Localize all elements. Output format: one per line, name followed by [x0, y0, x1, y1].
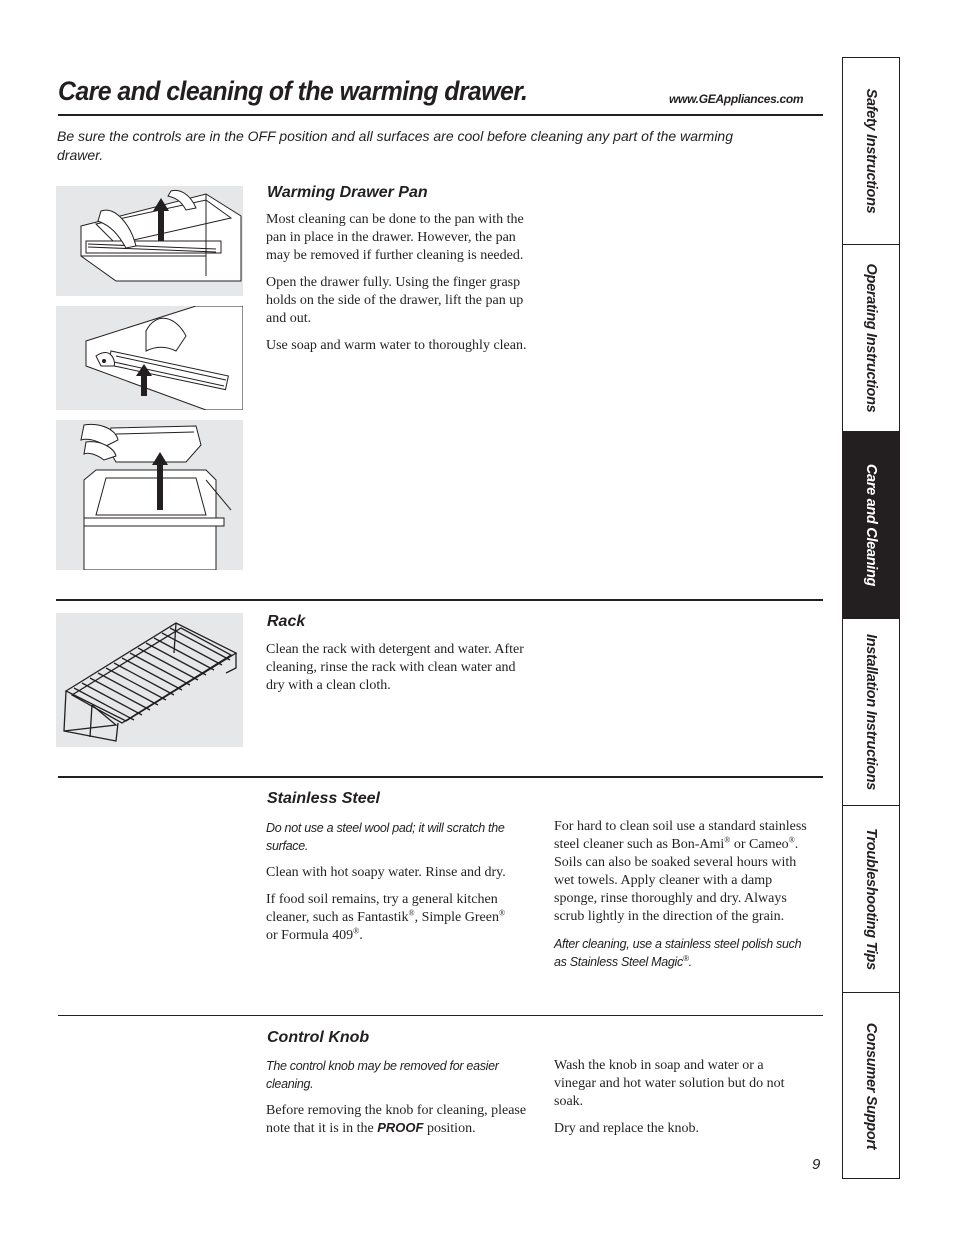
pan-text	[266, 211, 534, 364]
knob-paragraph-2: Wash the knob in soap and water or a vinegar and hot water solution but do not soak.	[554, 1058, 785, 1109]
control-knob-right-column	[554, 1057, 799, 1147]
tab-label: Safety Instructions	[863, 88, 879, 214]
steel-polish-note: After cleaning, use a stainless steel polish such as Stainless Steel Magic®.	[554, 937, 802, 969]
steel-paragraph-3: For hard to clean soil use a standard stainless steel cleaner such as Bon-Ami® or Cameo®. Soils can also be soaked several hours with wet towels. Apply cleaner with a damp sponge, rinse thoroughly and dry. Always scrub lightly in the direction of the grain.	[554, 819, 807, 924]
lifting-pan-illustration	[56, 306, 243, 410]
knob-paragraph-1: Before removing the knob for cleaning, please note that it is in the PROOF position.	[266, 1103, 527, 1136]
tab-installation-instructions[interactable]	[843, 619, 899, 806]
title-rule	[58, 114, 823, 116]
tab-label: Care and Cleaning	[863, 463, 879, 587]
stainless-steel-left-column	[266, 819, 506, 954]
section-tabs	[842, 57, 900, 1179]
rack-paragraph-1: Clean the rack with detergent and water. After cleaning, rinse the rack with clean water and dry with a clean cloth.	[266, 642, 524, 693]
control-knob-left-column	[266, 1057, 528, 1147]
rack-text	[266, 641, 534, 704]
tab-care-and-cleaning[interactable]	[843, 432, 899, 619]
pan-paragraph-2: Open the drawer fully. Using the finger grasp holds on the side of the drawer, lift the pan up and out.	[266, 275, 524, 326]
section-divider	[58, 776, 823, 778]
pan-paragraph-1: Most cleaning can be done to the pan with the pan in place in the drawer. However, the pan may be removed if further cleaning is needed.	[266, 212, 524, 263]
tab-troubleshooting-tips[interactable]	[843, 806, 899, 993]
pan-in-drawer-illustration	[56, 186, 243, 296]
page-title: Care and cleaning of the warming drawer.	[58, 76, 528, 106]
tab-label: Operating Instructions	[863, 263, 879, 413]
steel-wool-warning: Do not use a steel wool pad; it will scratch the surface.	[266, 821, 505, 853]
pan-heading: Warming Drawer Pan	[267, 184, 428, 201]
tab-label: Consumer Support	[863, 1022, 879, 1149]
section-divider	[56, 599, 823, 601]
steel-paragraph-1: Clean with hot soapy water. Rinse and dry.	[266, 865, 506, 880]
tab-label: Installation Instructions	[863, 633, 879, 791]
stainless-steel-heading: Stainless Steel	[267, 790, 380, 807]
pan-paragraph-3: Use soap and warm water to thoroughly clean.	[266, 338, 527, 353]
website-url: www.GEAppliances.com	[669, 92, 804, 106]
tab-safety-instructions[interactable]	[843, 58, 899, 245]
rack-heading: Rack	[267, 613, 306, 630]
page-number: 9	[812, 1156, 821, 1173]
steel-paragraph-2: If food soil remains, try a general kitchen cleaner, such as Fantastik®, Simple Green® or Formula 409®.	[266, 892, 506, 943]
pan-removed-illustration	[56, 420, 243, 570]
control-knob-heading: Control Knob	[267, 1029, 370, 1046]
tab-operating-instructions[interactable]	[843, 245, 899, 432]
stainless-steel-right-column	[554, 818, 816, 980]
section-divider	[58, 1015, 823, 1016]
tab-consumer-support[interactable]	[843, 993, 899, 1178]
intro-text: Be sure the controls are in the OFF position and all surfaces are cool before cleaning any part of the warming drawer.	[57, 128, 733, 163]
knob-removal-note: The control knob may be removed for easier cleaning.	[266, 1059, 499, 1091]
rack-illustration	[56, 613, 243, 747]
knob-paragraph-3: Dry and replace the knob.	[554, 1121, 699, 1136]
tab-label: Troubleshooting Tips	[863, 828, 879, 970]
